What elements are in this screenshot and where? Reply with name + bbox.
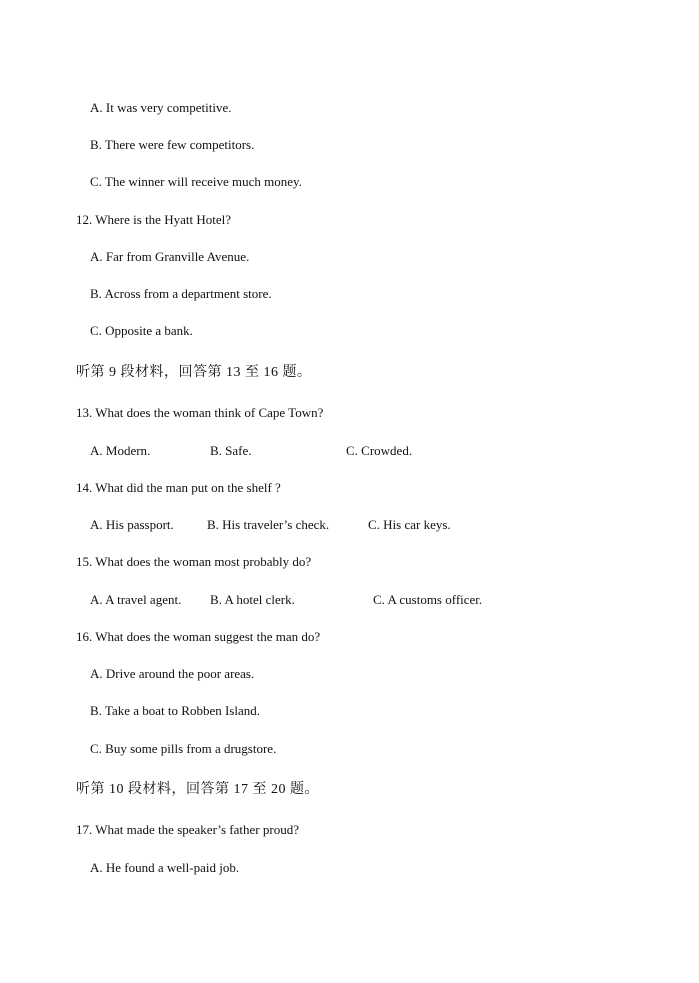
option-text: A. A travel agent. — [90, 592, 182, 607]
question-12: 12. Where is the Hyatt Hotel? — [76, 212, 231, 227]
option-text: A. It was very competitive. — [90, 100, 232, 115]
option-text: C. His car keys. — [368, 517, 451, 532]
option-text: C. The winner will receive much money. — [90, 174, 302, 189]
question-13: 13. What does the woman think of Cape Town? — [76, 405, 324, 420]
option-text: B. Across from a department store. — [90, 286, 272, 301]
question-15: 15. What does the woman most probably do? — [76, 554, 312, 569]
option-text: A. He found a well-paid job. — [90, 860, 240, 875]
option-text: C. A customs officer. — [373, 592, 483, 607]
option-text: A. Modern. — [90, 443, 151, 458]
option-text: A. Drive around the poor areas. — [90, 666, 255, 681]
section-heading: 听第 10 段材料，回答第 17 至 20 题。 — [76, 782, 319, 797]
option-text: C. Crowded. — [346, 443, 413, 458]
question-14: 14. What did the man put on the shelf ? — [76, 480, 281, 495]
option-text: C. Opposite a bank. — [90, 323, 193, 338]
question-16: 16. What does the woman suggest the man do? — [76, 629, 321, 644]
option-text: B. A hotel clerk. — [210, 592, 295, 607]
section-heading: 听第 9 段材料，回答第 13 至 16 题。 — [76, 365, 312, 380]
question-17: 17. What made the speaker’s father proud? — [76, 822, 299, 837]
option-text: A. Far from Granville Avenue. — [90, 249, 250, 264]
option-text: B. His traveler’s check. — [207, 517, 330, 532]
option-text: A. His passport. — [90, 517, 174, 532]
option-text: B. There were few competitors. — [90, 137, 255, 152]
option-text: B. Safe. — [210, 443, 252, 458]
option-text: B. Take a boat to Robben Island. — [90, 703, 260, 718]
option-text: C. Buy some pills from a drugstore. — [90, 741, 277, 756]
